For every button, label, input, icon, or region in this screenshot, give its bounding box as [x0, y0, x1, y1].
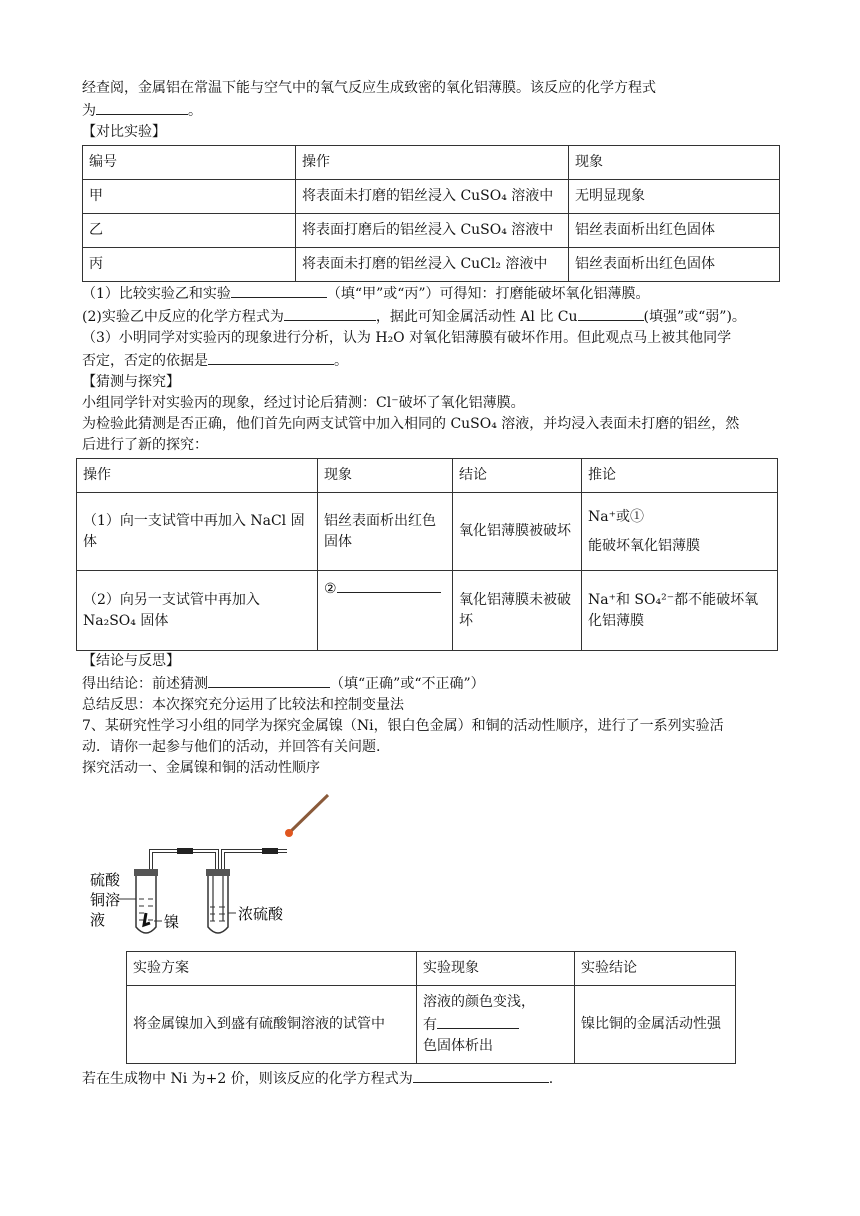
conclusion-line2: 总结反思：本次探究充分运用了比较法和控制变量法: [82, 697, 404, 713]
guess-line2: 为检验此猜测是否正确，他们首先向两支试管中加入相同的 CuSO₄ 溶液，并均浸入表面未打磨的铝丝，然: [82, 416, 740, 432]
answer-blank[interactable]: [337, 577, 441, 593]
table-row: [127, 986, 736, 1064]
table-cell: Na⁺和 SO₄²⁻都不能破坏氧化铝薄膜: [582, 571, 778, 651]
question-7-line2: 动．请你一起参与他们的活动，并回答有关问题.: [82, 739, 381, 755]
explore-table: [76, 458, 778, 651]
table-row: [77, 571, 778, 651]
table-cell: 将表面未打磨的铝丝浸入 CuCl₂ 溶液中: [296, 248, 569, 282]
table-header-row: [83, 146, 780, 180]
apparatus-diagram: [82, 787, 382, 947]
experiment-table: [126, 951, 736, 1064]
table-row: [83, 180, 780, 214]
answer-blank[interactable]: [96, 99, 188, 115]
table-row: [77, 493, 778, 571]
table-cell: 将金属镍加入到盛有硫酸铜溶液的试管中: [127, 986, 417, 1064]
table-cell: 氧化铝薄膜被破坏: [453, 493, 582, 571]
section-guess-heading: 【猜测与探究】: [82, 374, 180, 390]
table-header-row: [77, 459, 778, 493]
table-cell: 甲: [83, 180, 296, 214]
answer-blank[interactable]: [208, 672, 330, 688]
table-row: [83, 214, 780, 248]
guess-line1: 小组同学针对实验丙的现象，经过讨论后猜测：Cl⁻破坏了氧化铝薄膜。: [82, 395, 525, 411]
answer-blank[interactable]: [413, 1067, 549, 1083]
table-cell: 乙: [83, 214, 296, 248]
header-cell: 操作: [77, 459, 318, 493]
header-cell: 实验方案: [127, 952, 417, 986]
label-nickel: 镍: [164, 913, 180, 931]
table-cell: 无明显现象: [569, 180, 780, 214]
question-2: (2)实验乙中反应的化学方程式为 ，据此可知金属活动性 Al 比 Cu (填强”或“弱”)。: [82, 305, 782, 328]
label-conc-sulfuric-acid: 浓硫酸: [238, 905, 284, 923]
table-cell: 溶液的颜色变浅， 有 色固体析出: [417, 986, 575, 1064]
table-cell: 镍比铜的金属活动性强: [575, 986, 736, 1064]
question-1: （1）比较实验乙和实验 （填“甲”或“丙”）可得知：打磨能破坏氧化铝薄膜。: [82, 282, 782, 305]
table-cell: 将表面打磨后的铝丝浸入 CuSO₄ 溶液中: [296, 214, 569, 248]
intro-line1: 经查阅，金属铝在常温下能与空气中的氧气反应生成致密的氧化铝薄膜。该反应的化学方程式: [82, 80, 656, 96]
label-copper-sulfate: 铜溶: [90, 891, 121, 909]
label-copper-sulfate: 硫酸: [90, 871, 121, 889]
header-cell: 现象: [318, 459, 453, 493]
conclusion-line1: 得出结论：前述猜测 （填“正确”或“不正确”）: [82, 672, 782, 695]
table-cell: Na⁺或① 能破坏氧化铝薄膜: [582, 493, 778, 571]
match-stick: [290, 795, 328, 832]
table-row: [83, 248, 780, 282]
question-3-line1: （3）小明同学对实验丙的现象进行分析，认为 H₂O 对氧化铝薄膜有破坏作用。但此观点马上被其他同学: [82, 330, 732, 346]
table-cell: （2）向另一支试管中再加入 Na₂SO₄ 固体: [77, 571, 318, 651]
table-header-row: [127, 952, 736, 986]
header-cell: 推论: [582, 459, 778, 493]
stopper: [134, 869, 158, 876]
header-cell: 实验现象: [417, 952, 575, 986]
table-cell: 氧化铝薄膜未被破坏: [453, 571, 582, 651]
table-cell: 铝丝表面析出红色固体: [569, 214, 780, 248]
table-cell: 铝丝表面析出红色固体: [569, 248, 780, 282]
question-7-line3: 探究活动一、金属镍和铜的活动性顺序: [82, 760, 320, 776]
question-3-line2: 否定，否定的依据是 。: [82, 349, 782, 372]
answer-blank[interactable]: [231, 282, 327, 298]
table-cell: 丙: [83, 248, 296, 282]
section-conclusion-heading: 【结论与反思】: [82, 653, 180, 669]
answer-blank[interactable]: [208, 349, 334, 365]
section-compare-heading: 【对比实验】: [82, 124, 166, 140]
nickel-strip: [144, 913, 150, 925]
guess-line3: 后进行了新的探究：: [82, 437, 208, 453]
header-cell: 实验结论: [575, 952, 736, 986]
header-cell: 现象: [569, 146, 780, 180]
label-copper-sulfate: 液: [90, 911, 106, 929]
answer-blank[interactable]: [578, 305, 644, 321]
table-cell: ②: [318, 571, 453, 651]
rubber-joint: [177, 848, 193, 854]
rubber-joint: [262, 848, 278, 854]
table-cell: 将表面未打磨的铝丝浸入 CuSO₄ 溶液中: [296, 180, 569, 214]
stopper: [206, 869, 230, 876]
compare-table: [82, 145, 780, 282]
answer-blank[interactable]: [284, 305, 376, 321]
table-cell: （1）向一支试管中再加入 NaCl 固体: [77, 493, 318, 571]
table-cell: 铝丝表面析出红色固体: [318, 493, 453, 571]
test-tube-right: [208, 876, 228, 933]
header-cell: 结论: [453, 459, 582, 493]
answer-blank[interactable]: [437, 1013, 519, 1029]
match-flame: [285, 829, 293, 837]
header-cell: 操作: [296, 146, 569, 180]
intro-line2: 为 。: [82, 99, 782, 122]
document-page: [82, 78, 782, 1090]
apparatus-figure: [82, 787, 782, 947]
question-7-line1: 7、某研究性学习小组的同学为探究金属镍（Ni，银白色金属）和铜的活动性顺序，进行了一系列实验活: [82, 718, 724, 734]
header-cell: 编号: [83, 146, 296, 180]
final-question: 若在生成物中 Ni 为+2 价，则该反应的化学方程式为 .: [82, 1067, 782, 1090]
